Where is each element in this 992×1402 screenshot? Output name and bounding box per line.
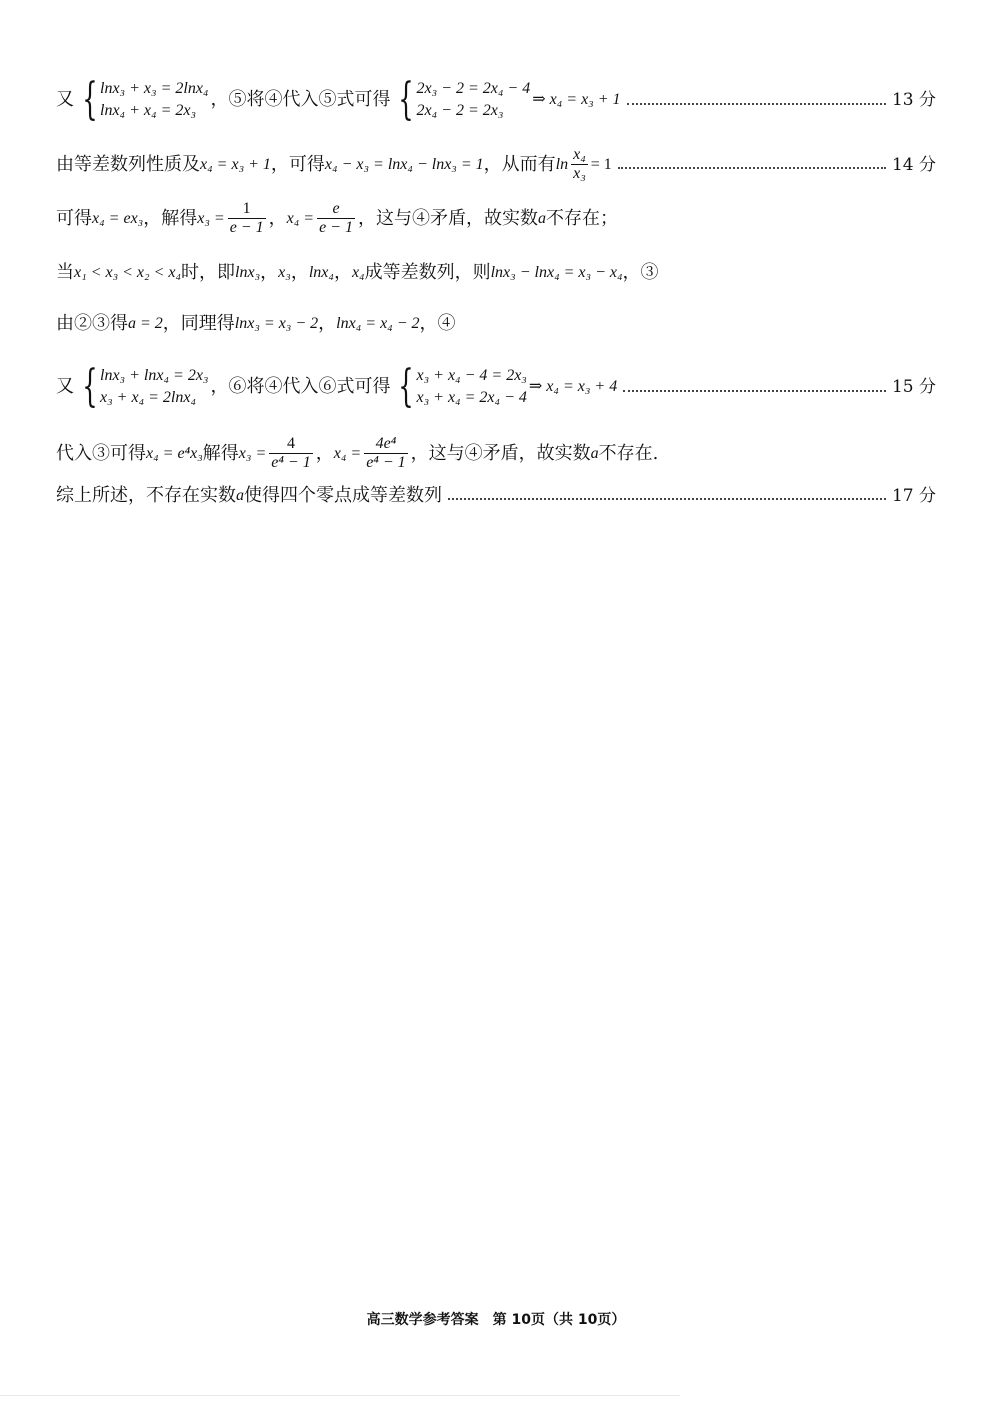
scan-edge bbox=[0, 1395, 680, 1396]
solution-line-contradiction-2 bbox=[56, 435, 936, 473]
dot-leader bbox=[618, 166, 886, 169]
math-expression: x₃ = bbox=[197, 210, 225, 228]
text: ， bbox=[260, 262, 279, 283]
system-row: lnx₃ + x₃ = 2lnx₄ bbox=[100, 80, 209, 98]
equation-system-2 bbox=[392, 361, 527, 412]
text: 解得 bbox=[202, 443, 239, 465]
text: 不存在； bbox=[545, 208, 618, 230]
equation-system-1 bbox=[76, 74, 209, 125]
numerator: x₄ bbox=[573, 146, 586, 163]
math-expression: x₄ − x₃ = lnx₄ − lnx₃ = 1 bbox=[324, 156, 484, 174]
text: 可得 bbox=[56, 208, 92, 230]
math-expression: x₄ = bbox=[286, 210, 315, 228]
text: ， bbox=[318, 313, 337, 334]
text: 时，即 bbox=[181, 262, 236, 283]
score-label: 14 分 bbox=[891, 154, 936, 175]
text: ， bbox=[315, 443, 334, 465]
text: 不存在. bbox=[598, 443, 659, 465]
page-footer: 高三数学参考答案 第 10页（共 10页） bbox=[366, 1312, 626, 1328]
system-row: x₃ + x₄ = 2lnx₄ bbox=[100, 389, 197, 406]
solution-line-case-2 bbox=[56, 262, 936, 284]
result-expression: ⇒ x₄ = x₃ + 1 bbox=[532, 91, 621, 109]
score-label: 15 分 bbox=[891, 376, 936, 397]
text: 代入③可得 bbox=[56, 443, 146, 465]
brace-symbol: { bbox=[398, 74, 415, 125]
fraction bbox=[228, 200, 266, 238]
variable: a bbox=[236, 487, 244, 505]
fraction bbox=[269, 435, 312, 473]
brace-symbol: { bbox=[398, 361, 415, 412]
fraction bbox=[317, 200, 355, 238]
denominator: e⁴ − 1 bbox=[271, 454, 311, 472]
text: 由等差数列性质及 bbox=[56, 154, 200, 176]
denominator: e − 1 bbox=[229, 219, 264, 237]
text: ， bbox=[268, 208, 287, 230]
system-row: x₃ + x₄ = 2x₄ − 4 bbox=[416, 389, 527, 406]
brace-symbol: { bbox=[82, 361, 98, 412]
denominator: e⁴ − 1 bbox=[366, 454, 406, 472]
solution-line-15 bbox=[56, 361, 936, 412]
numerator: 4 bbox=[287, 435, 295, 452]
math-expression: x₄ = x₃ + 1 bbox=[200, 156, 271, 174]
math-expression: lnx₄ = x₄ − 2 bbox=[336, 315, 420, 333]
solution-line-case-2b bbox=[56, 313, 936, 335]
solution-line-14 bbox=[56, 146, 936, 184]
text: ，这与④矛盾，故实数 bbox=[357, 208, 538, 230]
text: ，④ bbox=[419, 313, 456, 334]
score-label: 13 分 bbox=[891, 89, 936, 110]
text: 由②③得 bbox=[56, 313, 128, 334]
system-row: lnx₄ + x₄ = 2x₃ bbox=[100, 102, 197, 119]
math-expression: x₄ = e⁴x₃ bbox=[146, 445, 203, 463]
numerator: 4e⁴ bbox=[375, 435, 397, 452]
equation-system-2 bbox=[392, 74, 531, 125]
dot-leader bbox=[627, 102, 886, 105]
math-expression: x₃ = bbox=[238, 445, 267, 463]
text: ，可得 bbox=[270, 154, 325, 176]
brace-symbol: { bbox=[82, 74, 98, 125]
math-expression: x₃ bbox=[278, 264, 291, 282]
result-expression: ⇒ x₄ = x₃ + 4 bbox=[528, 378, 618, 396]
text: 综上所述，不存在实数 bbox=[56, 485, 236, 506]
solution-line-17 bbox=[56, 485, 936, 507]
system-row: lnx₃ + lnx₄ = 2x₃ bbox=[100, 367, 209, 385]
math-expression: = 1 bbox=[590, 156, 612, 174]
numerator: 1 bbox=[242, 200, 251, 217]
solution-line-contradiction-1 bbox=[56, 200, 936, 238]
system-row: 2x₃ − 2 = 2x₄ − 4 bbox=[416, 80, 531, 98]
math-expression: lnx₃ = x₃ − 2 bbox=[234, 315, 319, 333]
text: ，从而有 bbox=[483, 154, 556, 176]
math-expression: x₁ < x₃ < x₂ < x₄ bbox=[74, 264, 182, 282]
ln-function: ln bbox=[555, 156, 569, 174]
connector-text: ，⑤将④代入⑤式可得 bbox=[210, 89, 391, 111]
text: ，解得 bbox=[143, 208, 198, 230]
text: ，这与④矛盾，故实数 bbox=[410, 443, 591, 465]
dot-leader bbox=[623, 389, 886, 392]
variable: a bbox=[537, 210, 546, 228]
text: ， bbox=[333, 262, 352, 283]
connector-text: ，⑥将④代入⑥式可得 bbox=[210, 376, 391, 398]
math-expression: a = 2 bbox=[128, 315, 163, 333]
text: ， bbox=[290, 262, 309, 283]
math-expression: lnx₃ − lnx₄ = x₃ − x₄ bbox=[490, 264, 623, 282]
system-row: 2x₄ − 2 = 2x₃ bbox=[416, 102, 504, 119]
text: ，③ bbox=[622, 262, 659, 283]
denominator: e − 1 bbox=[319, 219, 353, 237]
text: ，同理得 bbox=[162, 313, 235, 334]
denominator: x₃ bbox=[573, 165, 586, 183]
dot-leader bbox=[448, 497, 886, 500]
fraction bbox=[571, 146, 588, 184]
system-row: x₃ + x₄ − 4 = 2x₃ bbox=[416, 367, 527, 385]
numerator: e bbox=[332, 200, 340, 217]
text: 使得四个零点成等差数列 bbox=[244, 485, 442, 506]
solution-line-13 bbox=[56, 74, 936, 125]
lead-text: 又 bbox=[56, 89, 74, 111]
lead-text: 又 bbox=[56, 376, 74, 398]
text: 成等差数列，则 bbox=[364, 262, 491, 283]
text: 当 bbox=[56, 262, 74, 283]
math-expression: x₄ bbox=[351, 264, 365, 282]
math-expression: lnx₄ bbox=[308, 264, 334, 282]
variable: a bbox=[590, 445, 599, 463]
math-expression: x₄ = bbox=[333, 445, 362, 463]
equation-system-1 bbox=[76, 361, 209, 412]
math-expression: lnx₃ bbox=[235, 264, 261, 282]
math-expression: x₄ = ex₃ bbox=[92, 210, 144, 228]
score-label: 17 分 bbox=[891, 485, 936, 506]
fraction bbox=[364, 435, 407, 473]
